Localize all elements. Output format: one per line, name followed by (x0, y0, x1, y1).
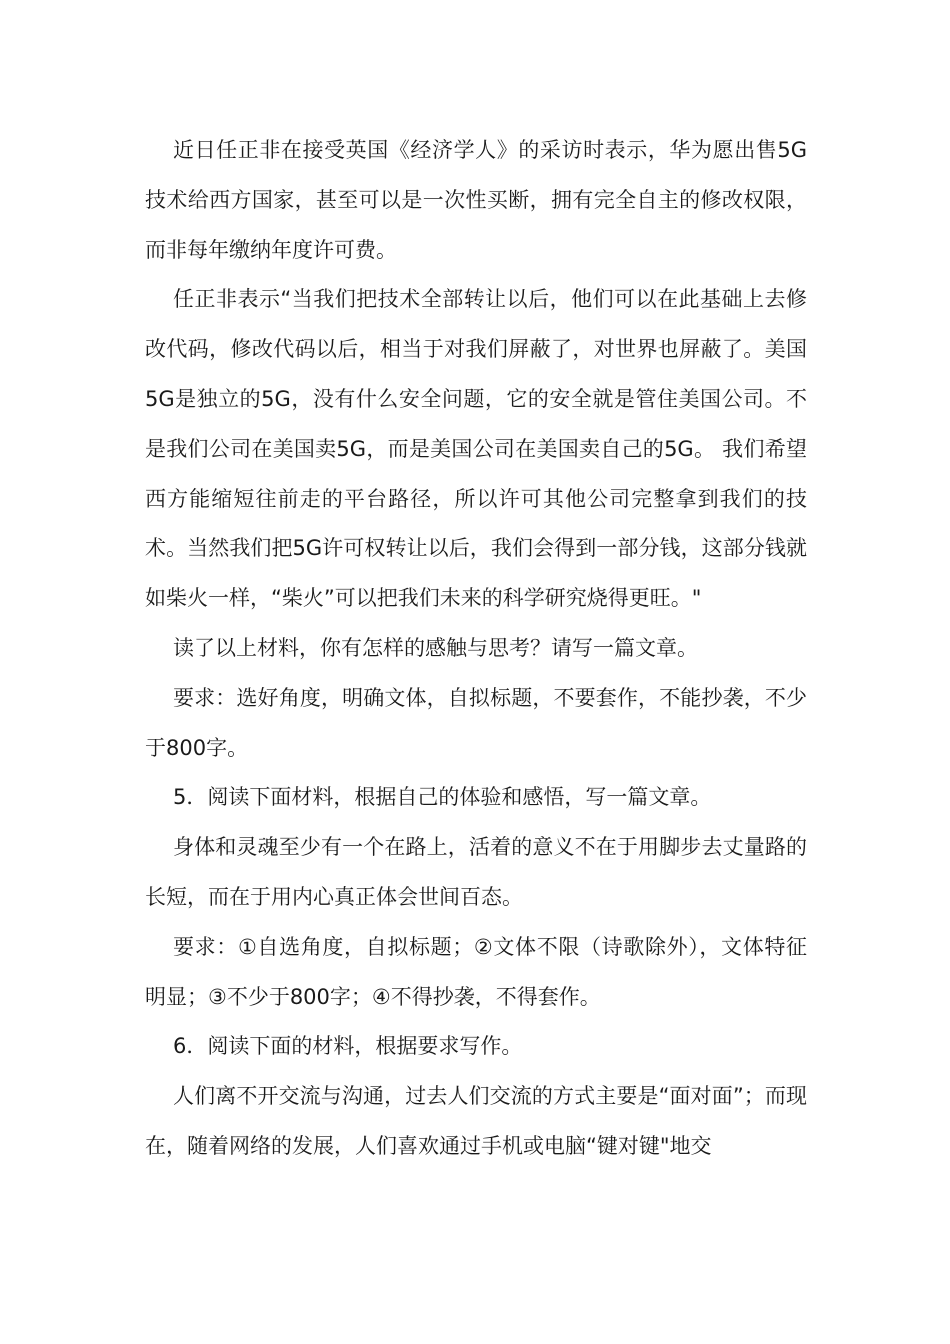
paragraph-prompt: 读了以上材料，你有怎样的感触与思考？请写一篇文章。 (173, 635, 698, 660)
question-5-requirements: 要求：①自选角度，自拟标题；②文体不限（诗歌除外），文体特征明显；③不少于800字；④不得抄袭，不得套作。 (145, 934, 807, 1009)
document-page (145, 126, 807, 1172)
paragraph-requirements: 要求：选好角度，明确文体，自拟标题，不要套作，不能抄袭，不少于800字。 (145, 685, 807, 760)
question-6-heading: 6．阅读下面的材料，根据要求写作。 (173, 1034, 523, 1059)
question-5-heading: 5．阅读下面材料，根据自己的体验和感悟，写一篇文章。 (173, 785, 712, 810)
question-6-material: 人们离不开交流与沟通，过去人们交流的方式主要是“面对面”；而现在，随着网络的发展，人们喜欢通过手机或电脑“键对键"地交 (145, 1084, 807, 1158)
paragraph-intro: 近日任正非在接受英国《经济学人》的采访时表示，华为愿出售5G技术给西方国家，甚至可以是一次性买断，拥有完全自主的修改权限，而非每年缴纳年度许可费。 (145, 138, 807, 262)
question-5-material: 身体和灵魂至少有一个在路上，活着的意义不在于用脚步去丈量路的长短，而在于用内心真正体会世间百态。 (145, 835, 807, 909)
paragraph-quote: 任正非表示“当我们把技术全部转让以后，他们可以在此基础上去修改代码，修改代码以后，相当于对我们屏蔽了，对世界也屏蔽了。美国5G是独立的5G，没有什么安全问题，它的安全就是管住美国公司。不是我们公司在美国卖5G，而是美国公司在美国卖自己的5G。 我们希望西方能缩短往前走的平台路径，所以许可其他公司完整拿到我们的技术。当然我们把5G许可权转让以后，我们会得到一部分钱，这部分钱就如柴火一样，“柴火”可以把我们未来的科学研究烧得更旺。" (145, 287, 807, 611)
